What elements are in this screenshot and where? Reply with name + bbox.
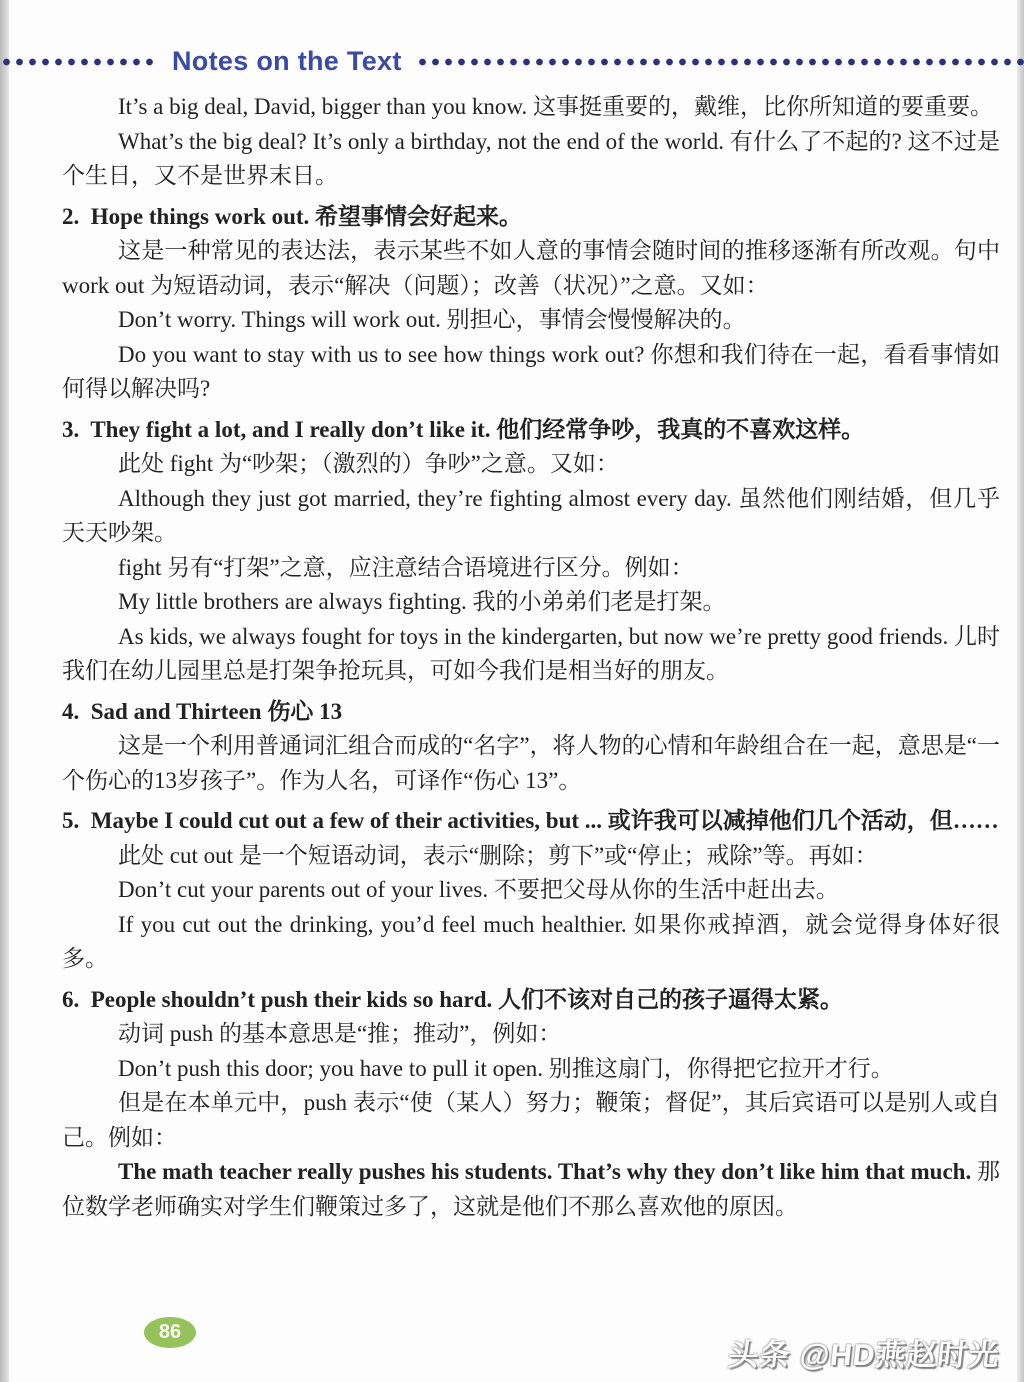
page-number: 86 [158,1321,182,1343]
page-edge-right [1017,0,1024,1382]
explanation-paragraph: 这是一个利用普通词汇组合而成的“名字”，将人物的心情和年龄组合在一起，意思是“一个伤心的13岁孩子”。作为人名，可译作“伤心 13”。 [62,733,1000,793]
example-sentence: Although they just got married, they’re fighting almost every day. 虽然他们刚结婚，但几乎天天吵架。 [62,485,1000,545]
example-sentence: Do you want to stay with us to see how things work out? 你想和我们待在一起，看看事情如何得以解决吗? [62,341,1000,401]
note-section-3 [62,413,1000,689]
explanation-paragraph: 此处 cut out 是一个短语动词，表示“删除；剪下”或“停止；戒除”等。再如： [118,842,878,868]
dialogue-line: What’s the big deal? It’s only a birthday, not the end of the world. 有什么了不起的? 这不过是个生日，又不是世界末日。 [62,128,1000,188]
example-sentence: If you cut out the drinking, you’d feel much healthier. 如果你戒掉酒，就会觉得身体好很多。 [62,911,1000,971]
example-english-bold: The math teacher really pushes his students. That’s why they don’t like him that much. [118,1159,977,1184]
page-number-badge [144,1317,196,1348]
example-sentence: Don’t worry. Things will work out. 别担心，事情会慢慢解决的。 [118,307,746,332]
note-heading: 2. Hope things work out. 希望事情会好起来。 [62,203,523,229]
note-heading: 6. People shouldn’t push their kids so hard. 人们不该对自己的孩子逼得太紧。 [62,986,844,1012]
example-sentence [62,1155,1000,1224]
example-chinese: 那位数学老师确实对学生们鞭策过多了，这就是他们不那么喜欢他的原因。 [62,1159,1000,1219]
dialogue-line: It’s a big deal, David, bigger than you know. 这事挺重要的，戴维，比你所知道的要重要。 [118,94,993,119]
example-sentence: Don’t push this door; you have to pull it open. 别推这扇门，你得把它拉开才行。 [118,1055,894,1081]
explanation-paragraph: 动词 push 的基本意思是“推；推动”，例如： [118,1021,562,1046]
dotted-rule-right-icon [416,57,1024,67]
note-section-5 [62,804,1000,977]
explanation-paragraph: 但是在本单元中，push 表示“使（某人）努力；鞭策；督促”，其后宾语可以是别人或自己。例如： [62,1090,1000,1150]
page-title: Notes on the Text [172,46,402,76]
note-section-2 [62,200,1000,407]
example-sentence: My little brothers are always fighting. 我的小弟弟们老是打架。 [118,589,726,614]
dotted-rule-left-icon [0,57,158,67]
example-sentence: Don’t cut your parents out of your lives. 不要把父母从你的生活中赶出去。 [118,877,839,902]
explanation-paragraph: 这是一种常见的表达法，表示某些不如人意的事情会随时间的推移逐渐有所改观。句中 work out 为短语动词，表示“解决（问题）；改善（状况）”之意。又如： [62,238,1000,298]
note-section-6 [62,983,1000,1225]
explanation-paragraph: fight 另有“打架”之意，应注意结合语境进行区分。例如： [118,554,694,580]
note-heading: 4. Sad and Thirteen 伤心 13 [62,698,343,724]
note-heading: 5. Maybe I could cut out a few of their activities, but ... 或许我可以减掉他们几个活动，但…… [62,808,999,833]
note-section-4 [62,695,1000,799]
explanation-paragraph: 此处 fight 为“吵架；（激烈的）争吵”之意。又如： [118,451,619,476]
watermark-text: 头条 @HD燕赵时光 [726,1339,1002,1372]
notes-content [62,90,1000,1224]
section-header [0,46,1024,77]
note-heading: 3. They fight a lot, and I really don’t like it. 他们经常争吵，我真的不喜欢这样。 [62,416,865,442]
example-sentence: As kids, we always fought for toys in the kindergarten, but now we’re pretty good friends. 儿时我们在幼儿园里总是打架争抢玩具，可如今我们是相当好的朋友。 [62,623,1000,683]
page-edge-left [0,0,9,1382]
